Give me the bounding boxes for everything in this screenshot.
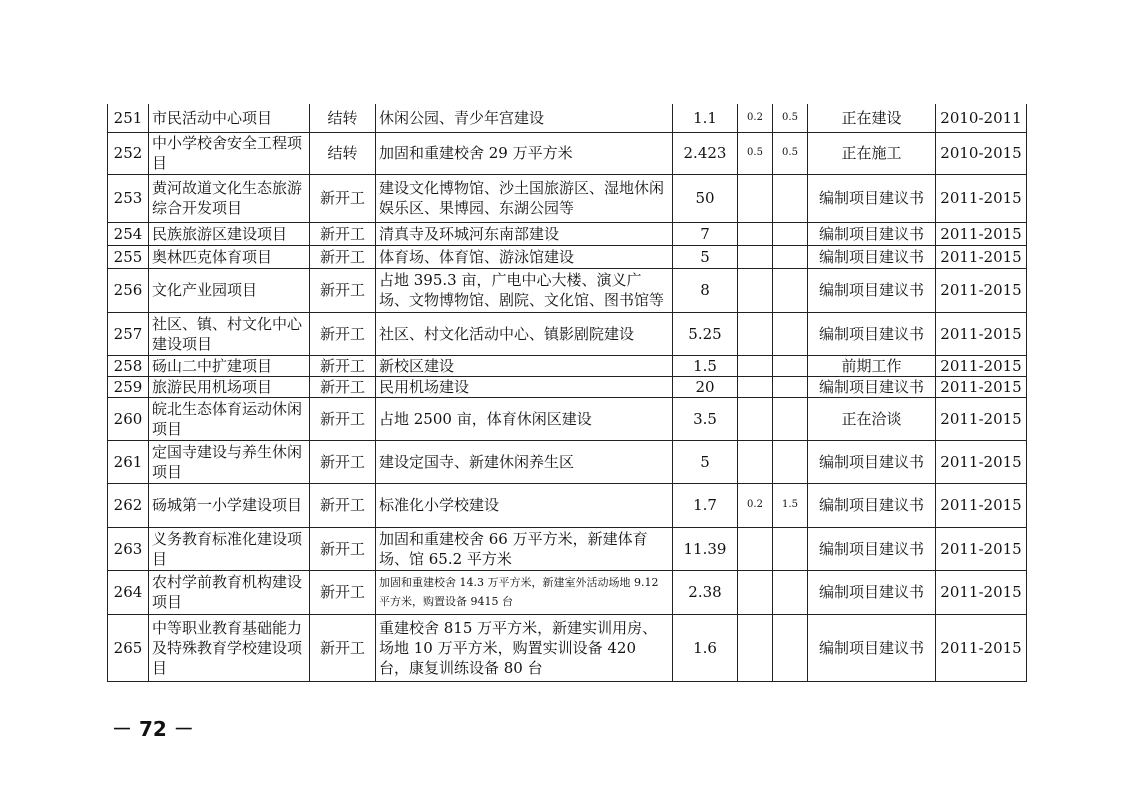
- progress-status: 编制项目建议书: [808, 440, 936, 483]
- investment-a: [738, 570, 773, 614]
- row-number: 253: [108, 174, 149, 222]
- investment-a: [738, 397, 773, 440]
- project-status: 结转: [310, 104, 376, 132]
- project-name: 砀山二中扩建项目: [149, 355, 310, 376]
- project-content: 重建校舍 815 万平方米，新建实训用房、场地 10 万平方米，购置实训设备 420 台，康复训练设备 80 台: [376, 614, 673, 681]
- row-number: 264: [108, 570, 149, 614]
- table-row: [108, 268, 1027, 312]
- progress-status: 编制项目建议书: [808, 483, 936, 527]
- table-row: [108, 355, 1027, 376]
- row-number: 265: [108, 614, 149, 681]
- construction-period: 2010-2015: [936, 132, 1027, 174]
- project-status: 新开工: [310, 570, 376, 614]
- investment-b: [773, 527, 808, 570]
- total-investment: 11.39: [673, 527, 738, 570]
- project-status: 新开工: [310, 222, 376, 245]
- table-row: [108, 245, 1027, 268]
- table-row: [108, 397, 1027, 440]
- table-row: [108, 376, 1027, 397]
- total-investment: 50: [673, 174, 738, 222]
- progress-status: 编制项目建议书: [808, 312, 936, 355]
- progress-status: 编制项目建议书: [808, 245, 936, 268]
- investment-a: [738, 440, 773, 483]
- table-row: [108, 174, 1027, 222]
- total-investment: 5: [673, 440, 738, 483]
- investment-b: 0.5: [773, 132, 808, 174]
- table-row: [108, 614, 1027, 681]
- total-investment: 1.7: [673, 483, 738, 527]
- project-status: 新开工: [310, 614, 376, 681]
- project-name: 文化产业园项目: [149, 268, 310, 312]
- investment-a: [738, 174, 773, 222]
- project-content: 加固和重建校舍 66 万平方米，新建体育场、馆 65.2 平方米: [376, 527, 673, 570]
- investment-b: 1.5: [773, 483, 808, 527]
- investment-a: [738, 312, 773, 355]
- project-content: 加固和重建校舍 14.3 万平方米，新建室外活动场地 9.12 平方米，购置设备 9415 台: [376, 570, 673, 614]
- investment-b: [773, 245, 808, 268]
- investment-a: [738, 527, 773, 570]
- progress-status: 编制项目建议书: [808, 174, 936, 222]
- project-content: 清真寺及环城河东南部建设: [376, 222, 673, 245]
- project-status: 新开工: [310, 376, 376, 397]
- table-row: [108, 222, 1027, 245]
- project-content: 占地 2500 亩，体育休闲区建设: [376, 397, 673, 440]
- row-number: 261: [108, 440, 149, 483]
- project-status: 新开工: [310, 245, 376, 268]
- table-row: [108, 483, 1027, 527]
- project-name: 皖北生态体育运动休闲项目: [149, 397, 310, 440]
- construction-period: 2011-2015: [936, 397, 1027, 440]
- project-content: 建设定国寺、新建休闲养生区: [376, 440, 673, 483]
- investment-a: [738, 268, 773, 312]
- investment-a: 0.2: [738, 104, 773, 132]
- total-investment: 8: [673, 268, 738, 312]
- construction-period: 2011-2015: [936, 614, 1027, 681]
- project-table: [107, 104, 1027, 682]
- investment-b: [773, 440, 808, 483]
- investment-b: [773, 312, 808, 355]
- row-number: 263: [108, 527, 149, 570]
- total-investment: 7: [673, 222, 738, 245]
- row-number: 262: [108, 483, 149, 527]
- project-status: 新开工: [310, 483, 376, 527]
- row-number: 256: [108, 268, 149, 312]
- investment-b: [773, 222, 808, 245]
- progress-status: 编制项目建议书: [808, 222, 936, 245]
- project-name: 义务教育标准化建设项目: [149, 527, 310, 570]
- project-status: 新开工: [310, 527, 376, 570]
- project-content: 标准化小学校建设: [376, 483, 673, 527]
- construction-period: 2011-2015: [936, 570, 1027, 614]
- project-name: 旅游民用机场项目: [149, 376, 310, 397]
- progress-status: 编制项目建议书: [808, 268, 936, 312]
- progress-status: 编制项目建议书: [808, 614, 936, 681]
- progress-status: 编制项目建议书: [808, 527, 936, 570]
- investment-b: [773, 174, 808, 222]
- investment-a: 0.2: [738, 483, 773, 527]
- project-content: 新校区建设: [376, 355, 673, 376]
- row-number: 254: [108, 222, 149, 245]
- construction-period: 2011-2015: [936, 483, 1027, 527]
- construction-period: 2010-2011: [936, 104, 1027, 132]
- total-investment: 3.5: [673, 397, 738, 440]
- row-number: 251: [108, 104, 149, 132]
- project-status: 新开工: [310, 268, 376, 312]
- project-content: 社区、村文化活动中心、镇影剧院建设: [376, 312, 673, 355]
- project-status: 新开工: [310, 440, 376, 483]
- project-status: 新开工: [310, 312, 376, 355]
- investment-a: [738, 355, 773, 376]
- row-number: 260: [108, 397, 149, 440]
- project-content: 民用机场建设: [376, 376, 673, 397]
- construction-period: 2011-2015: [936, 268, 1027, 312]
- total-investment: 1.6: [673, 614, 738, 681]
- construction-period: 2011-2015: [936, 222, 1027, 245]
- progress-status: 编制项目建议书: [808, 570, 936, 614]
- project-content: 加固和重建校舍 29 万平方米: [376, 132, 673, 174]
- construction-period: 2011-2015: [936, 312, 1027, 355]
- project-content: 占地 395.3 亩，广电中心大楼、演义广场、文物博物馆、剧院、文化馆、图书馆等: [376, 268, 673, 312]
- investment-b: [773, 268, 808, 312]
- table-row: [108, 440, 1027, 483]
- total-investment: 20: [673, 376, 738, 397]
- project-name: 黄河故道文化生态旅游综合开发项目: [149, 174, 310, 222]
- investment-a: [738, 614, 773, 681]
- table-row: [108, 104, 1027, 132]
- project-status: 新开工: [310, 397, 376, 440]
- total-investment: 5: [673, 245, 738, 268]
- table-row: [108, 132, 1027, 174]
- row-number: 252: [108, 132, 149, 174]
- project-name: 中小学校舍安全工程项目: [149, 132, 310, 174]
- project-status: 结转: [310, 132, 376, 174]
- table-row: [108, 570, 1027, 614]
- total-investment: 1.5: [673, 355, 738, 376]
- investment-b: [773, 376, 808, 397]
- construction-period: 2011-2015: [936, 376, 1027, 397]
- progress-status: 正在施工: [808, 132, 936, 174]
- total-investment: 5.25: [673, 312, 738, 355]
- project-name: 中等职业教育基础能力及特殊教育学校建设项目: [149, 614, 310, 681]
- project-name: 农村学前教育机构建设项目: [149, 570, 310, 614]
- progress-status: 正在建设: [808, 104, 936, 132]
- page-number: － 72 －: [112, 717, 194, 741]
- progress-status: 正在洽谈: [808, 397, 936, 440]
- project-name: 定国寺建设与养生休闲项目: [149, 440, 310, 483]
- row-number: 258: [108, 355, 149, 376]
- project-name: 奥林匹克体育项目: [149, 245, 310, 268]
- project-name: 民族旅游区建设项目: [149, 222, 310, 245]
- row-number: 257: [108, 312, 149, 355]
- construction-period: 2011-2015: [936, 527, 1027, 570]
- table-row: [108, 527, 1027, 570]
- total-investment: 2.423: [673, 132, 738, 174]
- investment-b: [773, 570, 808, 614]
- project-name: 市民活动中心项目: [149, 104, 310, 132]
- investment-b: [773, 397, 808, 440]
- project-name: 砀城第一小学建设项目: [149, 483, 310, 527]
- investment-a: [738, 376, 773, 397]
- investment-b: [773, 355, 808, 376]
- investment-b: [773, 614, 808, 681]
- project-status: 新开工: [310, 174, 376, 222]
- project-content: 体育场、体育馆、游泳馆建设: [376, 245, 673, 268]
- table-row: [108, 312, 1027, 355]
- construction-period: 2011-2015: [936, 174, 1027, 222]
- investment-b: 0.5: [773, 104, 808, 132]
- progress-status: 前期工作: [808, 355, 936, 376]
- progress-status: 编制项目建议书: [808, 376, 936, 397]
- project-name: 社区、镇、村文化中心建设项目: [149, 312, 310, 355]
- project-content: 休闲公园、青少年宫建设: [376, 104, 673, 132]
- construction-period: 2011-2015: [936, 355, 1027, 376]
- row-number: 255: [108, 245, 149, 268]
- investment-a: [738, 245, 773, 268]
- total-investment: 1.1: [673, 104, 738, 132]
- project-status: 新开工: [310, 355, 376, 376]
- row-number: 259: [108, 376, 149, 397]
- total-investment: 2.38: [673, 570, 738, 614]
- project-content: 建设文化博物馆、沙土国旅游区、湿地休闲娱乐区、果博园、东湖公园等: [376, 174, 673, 222]
- investment-a: 0.5: [738, 132, 773, 174]
- investment-a: [738, 222, 773, 245]
- construction-period: 2011-2015: [936, 245, 1027, 268]
- construction-period: 2011-2015: [936, 440, 1027, 483]
